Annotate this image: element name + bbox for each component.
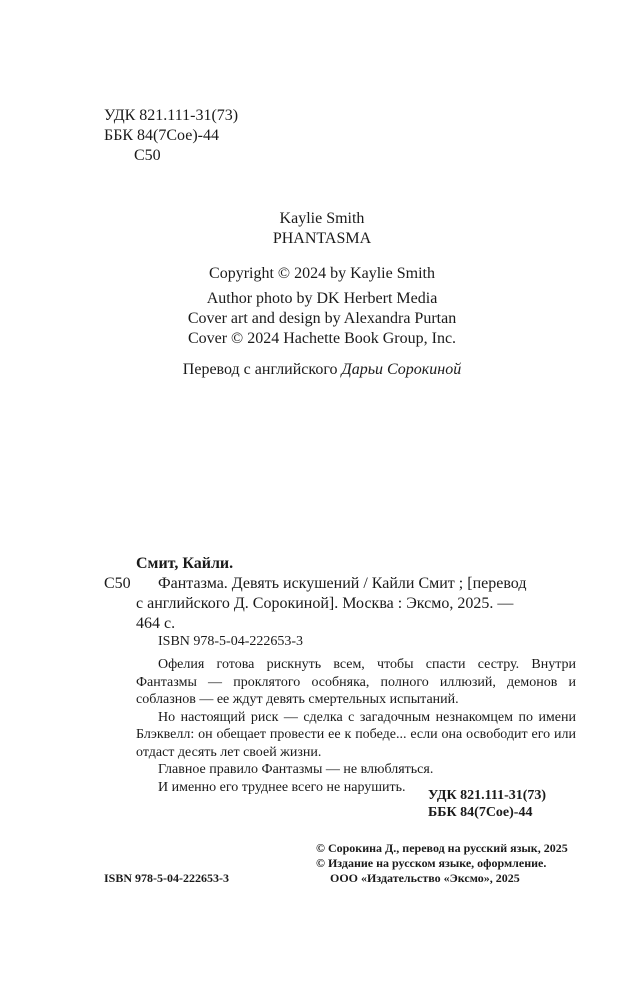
- bibliographic-line: Фантазма. Девять искушений / Кайли Смит ; [перевод: [158, 575, 527, 592]
- credit-line: Cover © 2024 Hachette Book Group, Inc.: [187, 330, 457, 347]
- original-title-block: [0, 209, 644, 249]
- original-author: Kaylie Smith: [279, 210, 365, 227]
- credits-block: [0, 289, 644, 349]
- credit-line: Cover art and design by Alexandra Purtan: [187, 310, 457, 327]
- copyright-notice: ООО «Издательство «Эксмо», 2025: [330, 871, 520, 885]
- bibliographic-description: [136, 574, 576, 634]
- isbn-bottom: ISBN 978-5-04-222653-3: [104, 871, 229, 885]
- bibliographic-author-heading: Смит, Кайли.: [136, 555, 234, 572]
- annotation-paragraph: Главное правило Фантазмы — не влюбляться.: [158, 762, 434, 777]
- translation-prefix: Перевод с английского: [182, 361, 342, 378]
- copyright-line: Copyright © 2024 by Kaylie Smith: [209, 265, 435, 282]
- udk-code: УДК 821.111-31(73): [104, 107, 239, 124]
- original-title: PHANTASMA: [272, 230, 372, 247]
- annotation-paragraph: Офелия готова рискнуть всем, чтобы спасти сестру. Внутри Фантазмы — проклятого особняка, полного иллюзий, демонов и соблазнов — ее ждут девять смертельных испытаний.: [136, 657, 576, 707]
- copyright-notice: © Издание на русском языке, оформление.: [316, 856, 547, 870]
- credit-line: Author photo by DK Herbert Media: [206, 290, 438, 307]
- isbn-line: ISBN 978-5-04-222653-3: [158, 634, 304, 649]
- bbk-code: ББК 84(7Сое)-44: [104, 127, 219, 144]
- bibliographic-line: 464 с.: [136, 615, 176, 632]
- copyright-notices: [316, 841, 576, 886]
- annotation-paragraph: Но настоящий риск — сделка с загадочным незнакомцем по имени Блэквелл: он обещает провести ее к победе... если она освободит его или отдаст десять лет своей жизни.: [136, 709, 576, 760]
- bibliographic-code: С50: [104, 575, 131, 592]
- udk-code-bottom: УДК 821.111-31(73): [428, 788, 547, 803]
- annotation: [136, 656, 576, 796]
- classification-header: [104, 106, 238, 166]
- translator-name: Дарьи Сорокиной: [341, 361, 462, 378]
- author-sign-code: С50: [134, 147, 161, 164]
- copyright-notice: © Сорокина Д., перевод на русский язык, 2025: [316, 841, 568, 855]
- annotation-paragraph: И именно его труднее всего не нарушить.: [158, 779, 406, 795]
- translation-credit: [0, 360, 644, 380]
- classification-footer: [428, 787, 546, 821]
- bbk-code-bottom: ББК 84(7Сое)-44: [428, 805, 533, 820]
- bibliographic-line: с английского Д. Сорокиной]. Москва : Эксмо, 2025. —: [136, 595, 514, 612]
